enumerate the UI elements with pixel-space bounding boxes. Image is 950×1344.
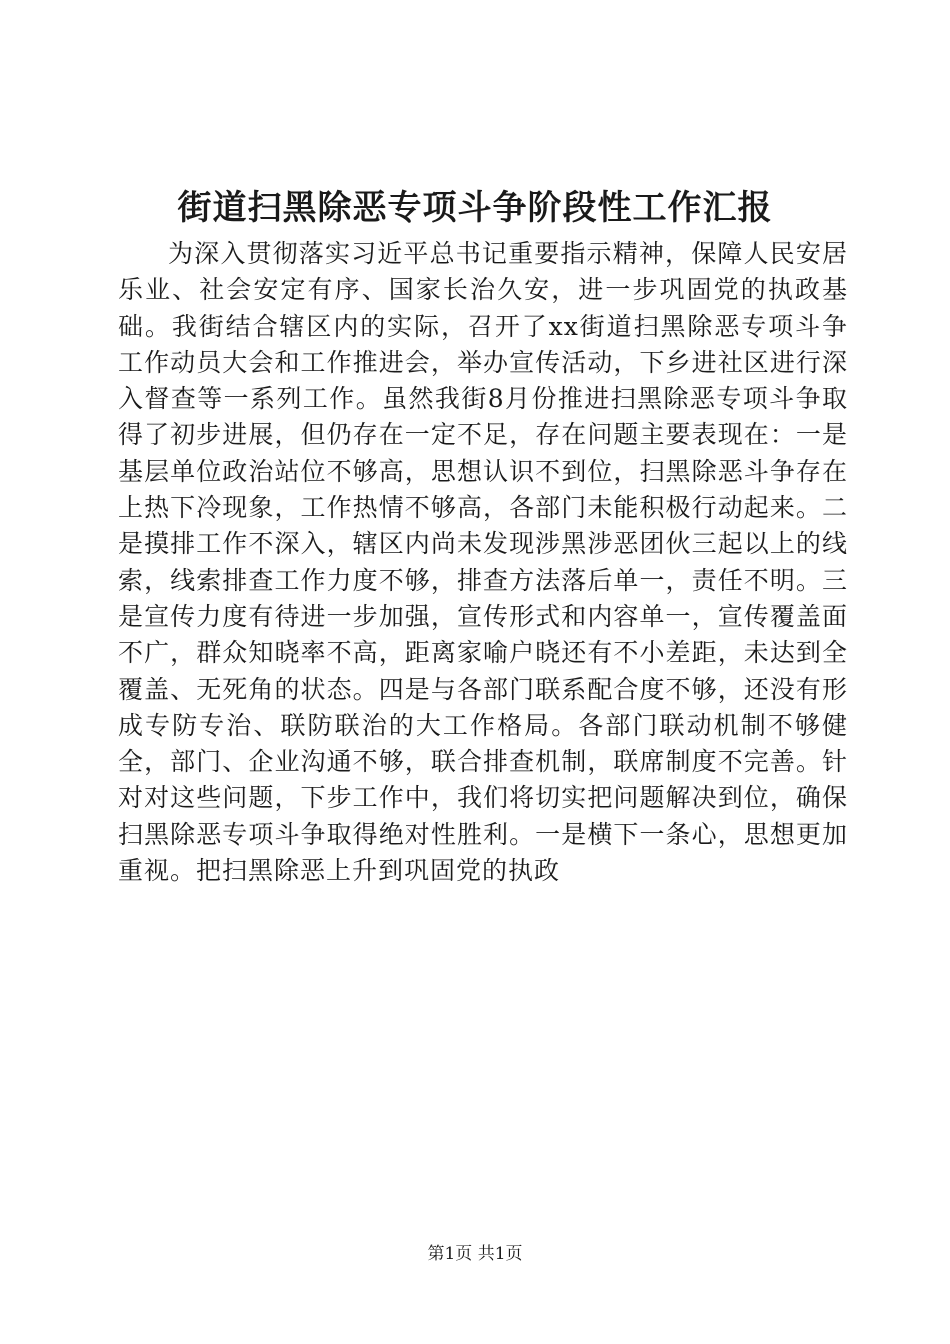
page-number-footer: 第1页 共1页 bbox=[427, 1244, 523, 1264]
document-title: 街道扫黑除恶专项斗争阶段性工作汇报 bbox=[177, 188, 773, 228]
body-paragraph: 为深入贯彻落实习近平总书记重要指示精神，保障人民安居乐业、社会安定有序、国家长治久安，进一步巩固党的执政基础。我街结合辖区内的实际，召开了xx街道扫黑除恶专项斗争工作动员大会和工作推进会，举办宣传活动，下乡进社区进行深入督查等一系列工作。虽然我街8月份推进扫黑除恶专项斗争取得了初步进展，但仍存在一定不足，存在问题主要表现在：一是基层单位政治站位不够高，思想认识不到位，扫黑除恶斗争存在上热下冷现象，工作热情不够高，各部门未能积极行动起来。二是摸排工作不深入，辖区内尚未发现涉黑涉恶团伙三起以上的线索，线索排查工作力度不够，排查方法落后单一，责任不明。三是宣传力度有待进一步加强，宣传形式和内容单一，宣传覆盖面不广，群众知晓率不高，距离家喻户晓还有不小差距，未达到全覆盖、无死角的状态。四是与各部门联系配合度不够，还没有形成专防专治、联防联治的大工作格局。各部门联动机制不够健全，部门、企业沟通不够，联合排查机制，联席制度不完善。针对对这些问题，下步工作中，我们将切实把问题解决到位，确保扫黑除恶专项斗争取得绝对性胜利。一是横下一条心，思想更加重视。把扫黑除恶上升到巩固党的执政 bbox=[118, 239, 848, 886]
